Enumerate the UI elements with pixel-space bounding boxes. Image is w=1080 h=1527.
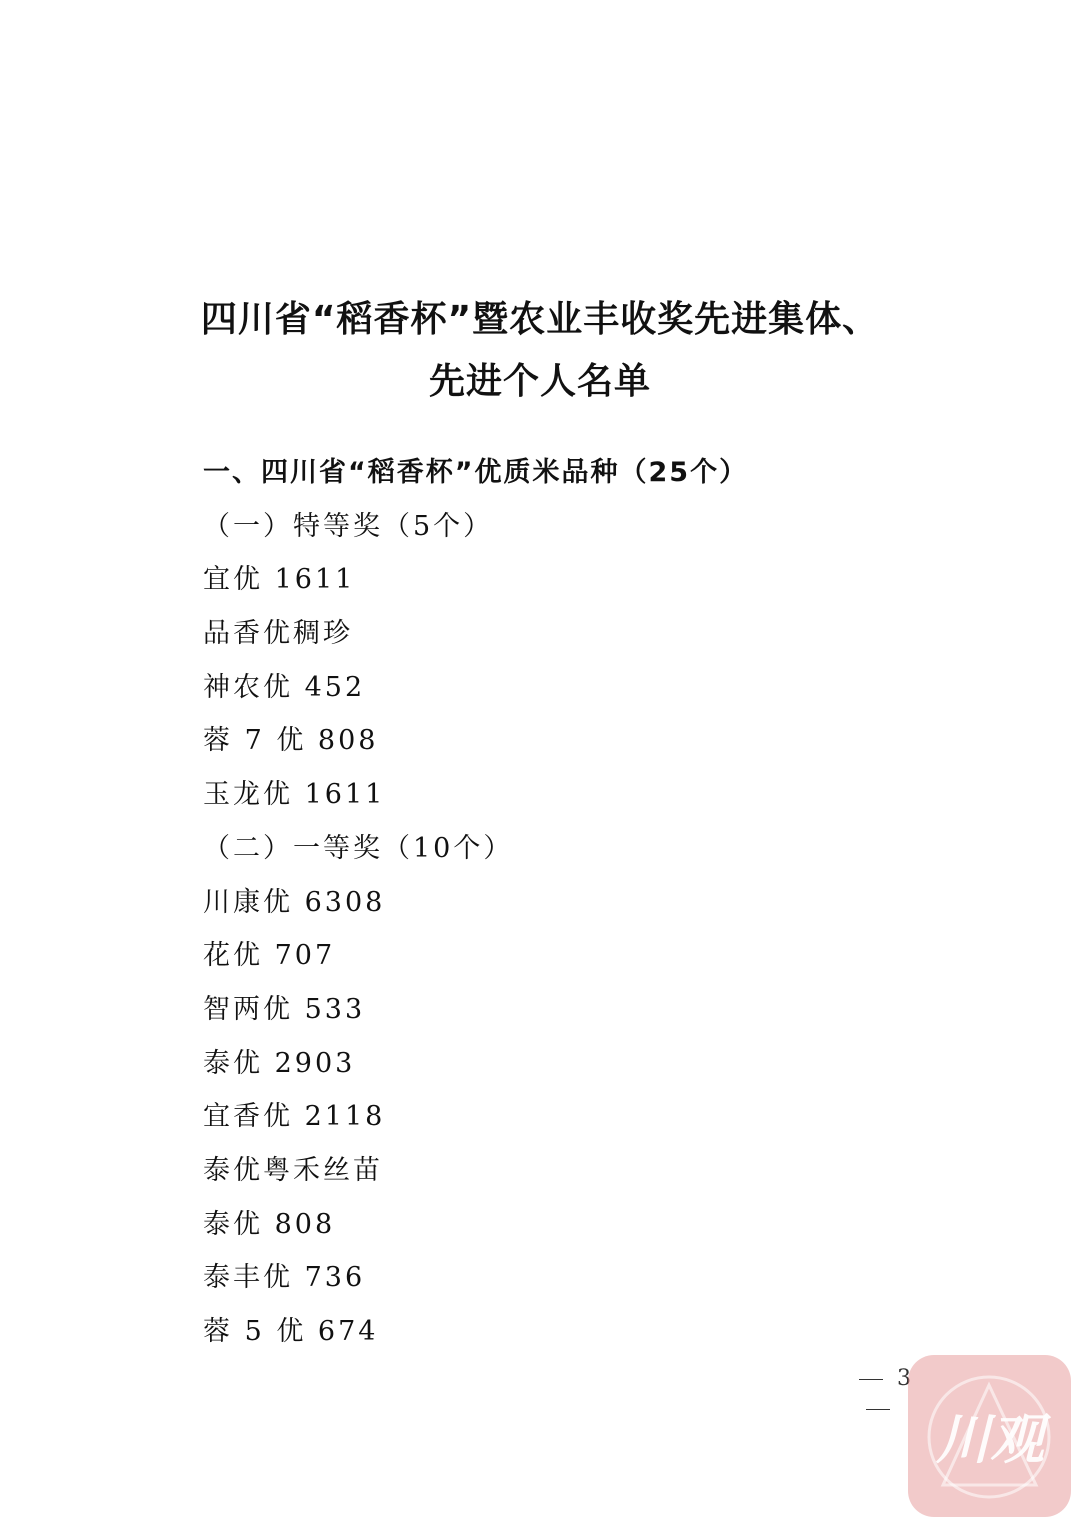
list-item: 川康优 6308 [203,886,386,918]
list-item: 宜优 1611 [203,564,356,596]
list-item: 玉龙优 1611 [203,779,386,811]
subsection-heading: （二）一等奖（10个） [203,832,514,864]
list-item: 智两优 533 [203,993,366,1025]
section-heading: 一、四川省“稻香杯”优质米品种（25个） [203,457,749,488]
watermark-logo [908,1355,1071,1517]
svg-text:川观: 川观 [936,1408,1044,1471]
watermark-logo-graphic [908,1355,1071,1517]
dash-left [859,1379,883,1380]
list-item: 泰丰优 736 [203,1262,366,1294]
document-body [203,446,963,1359]
list-item: 蓉 7 优 808 [203,725,379,757]
list-item: 泰优粤禾丝苗 [203,1154,383,1186]
page-number-value: 3 [897,1366,911,1391]
document-title-line-2: 先进个人名单 [428,361,651,402]
document-title-line-1: 四川省“稻香杯”暨农业丰收奖先进集体、 [200,299,880,340]
list-item: 品香优稠珍 [203,618,353,650]
subsection-heading: （一）特等奖（5个） [203,510,494,542]
list-item: 花优 707 [203,940,336,972]
dash-right [866,1409,890,1410]
list-item: 泰优 808 [203,1208,336,1240]
list-item: 神农优 452 [203,671,366,703]
list-item: 泰优 2903 [203,1047,356,1079]
list-item: 宜香优 2118 [203,1101,386,1133]
list-item: 蓉 5 优 674 [203,1316,379,1347]
